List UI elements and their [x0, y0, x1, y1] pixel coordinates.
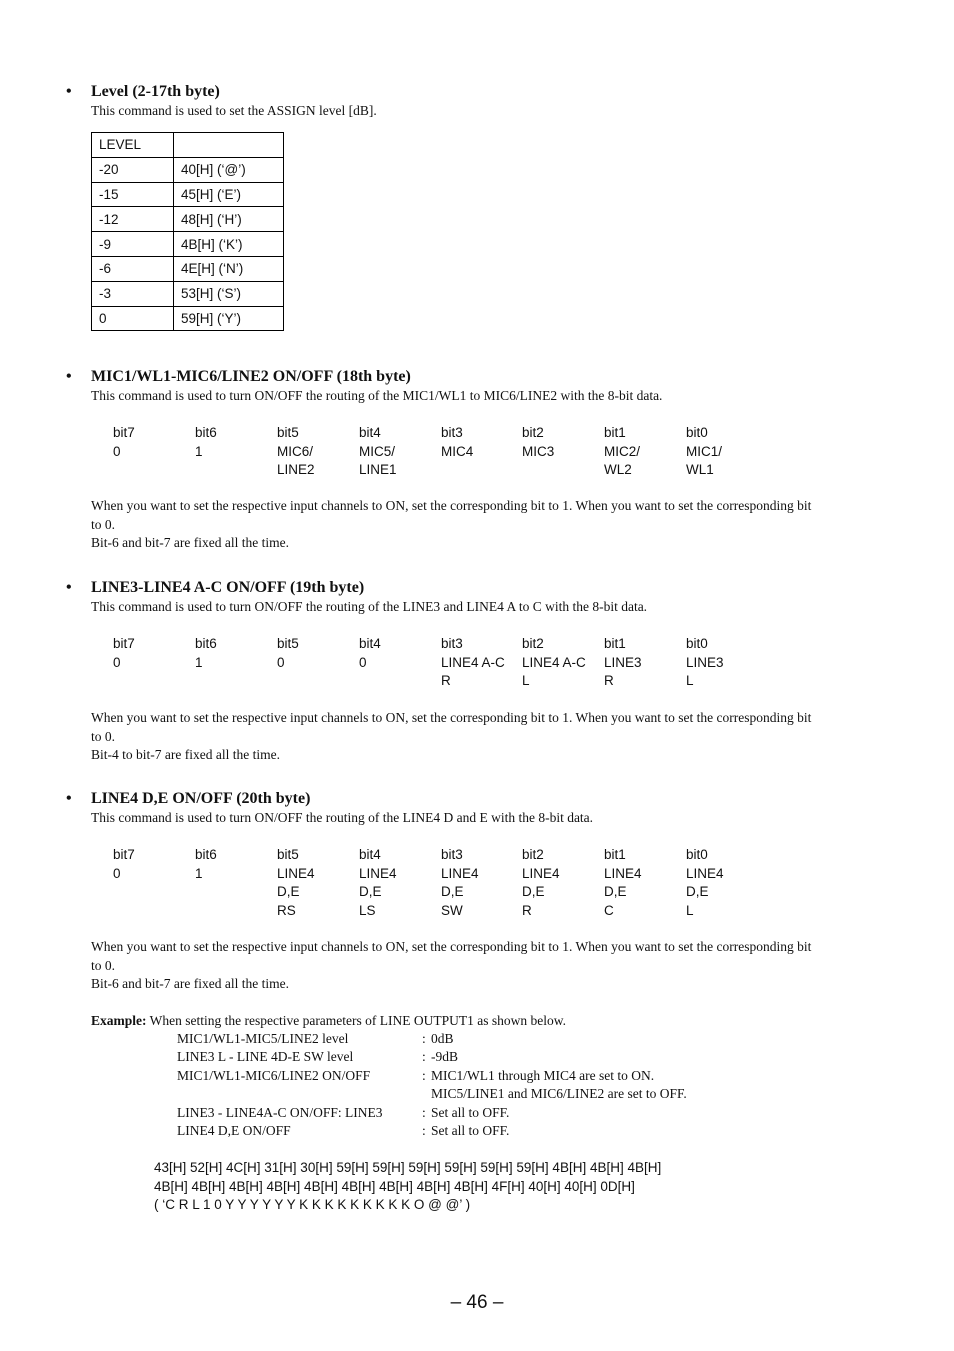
bit-column-bit0 [686, 424, 722, 480]
note-line: Bit-6 and bit-7 are fixed all the time. [91, 535, 289, 550]
bit-value: LINE1 [359, 462, 397, 477]
bit-value: 0 [113, 865, 121, 881]
bit-value: L [522, 673, 530, 688]
bit-value: D,E [604, 884, 627, 899]
bit-value: LINE3 [686, 654, 724, 670]
bit-value: D,E [441, 884, 464, 899]
section-heading-mic: MIC1/WL1-MIC6/LINE2 ON/OFF (18th byte) [91, 368, 411, 385]
bullet: • [66, 579, 72, 596]
section-heading-line3: LINE3-LINE4 A-C ON/OFF (19th byte) [91, 579, 365, 596]
section-heading-line4: LINE4 D,E ON/OFF (20th byte) [91, 790, 311, 807]
code-cell: 40[H] (‘@’) [174, 157, 284, 182]
bit-value: MIC3 [522, 443, 555, 459]
table-header-cell: LEVEL [92, 133, 174, 158]
code-cell: 45[H] (‘E’) [174, 182, 284, 207]
bit-value: D,E [686, 884, 709, 899]
bit-name: bit0 [686, 425, 708, 440]
bit-value: MIC5/ [359, 443, 396, 459]
table-row [92, 306, 284, 331]
bit-name: bit3 [441, 847, 463, 862]
level-cell: -6 [92, 256, 174, 281]
section-desc-line4: This command is used to turn ON/OFF the routing of the LINE4 D and E with the 8-bit data. [91, 810, 594, 825]
bit-name: bit5 [277, 636, 299, 651]
section-heading-level: Level (2-17th byte) [91, 83, 220, 100]
bit-value: MIC1/ [686, 443, 723, 459]
note-line: to 0. [91, 957, 116, 973]
note-line: to 0. [91, 516, 116, 532]
bit-column-bit3 [441, 635, 505, 691]
bit-column-bit5 [277, 846, 315, 920]
bit-name: bit3 [441, 425, 463, 440]
bullet: • [66, 790, 72, 807]
bit-column-bit6 [195, 846, 217, 883]
bit-value: LINE4 [441, 865, 479, 881]
note-line: Bit-6 and bit-7 are fixed all the time. [91, 976, 289, 991]
code-line: 43[H] 52[H] 4C[H] 31[H] 30[H] 59[H] 59[H] 59[H] 59[H] 59[H] 59[H] 4B[H] 4B[H] 4B[H] [154, 1160, 662, 1175]
bit-value: WL1 [686, 462, 714, 477]
page-number: – 46 – [450, 1292, 504, 1313]
bit-column-bit1 [604, 635, 642, 691]
bit-column-bit5 [277, 424, 315, 480]
bit-column-bit0 [686, 635, 724, 691]
note-line: When you want to set the respective input channels to ON, set the corresponding bit to 1. When you want to set the corresponding bit [91, 939, 812, 954]
table-row [92, 232, 284, 257]
level-cell: -20 [92, 157, 174, 182]
bit-column-bit3 [441, 424, 473, 461]
level-table [91, 132, 284, 331]
bit-name: bit7 [113, 847, 135, 862]
table-row [92, 256, 284, 281]
example-value: -9dB [431, 1049, 458, 1065]
bit-value: D,E [522, 884, 545, 899]
bit-value: LINE4 A-C [522, 654, 586, 670]
bit-value: LINE3 [604, 654, 642, 670]
example-param: LINE3 - LINE4A-C ON/OFF: LINE3 [177, 1104, 383, 1120]
bit-value: 1 [195, 865, 203, 881]
table-row [92, 182, 284, 207]
table-row [92, 281, 284, 306]
level-cell: 0 [92, 306, 174, 331]
bit-name: bit2 [522, 425, 544, 440]
bit-column-bit4 [359, 635, 381, 672]
bit-value: LINE2 [277, 462, 315, 477]
note-line3 [91, 709, 811, 765]
bit-column-bit7 [113, 424, 135, 461]
section-desc-level: This command is used to set the ASSIGN level [dB]. [91, 103, 377, 118]
level-cell: -12 [92, 207, 174, 232]
bit-column-bit6 [195, 635, 217, 672]
bit-column-bit4 [359, 846, 397, 920]
section-desc-line3: This command is used to turn ON/OFF the routing of the LINE3 and LINE4 A to C with the 8-bit data. [91, 599, 648, 614]
level-cell: -3 [92, 281, 174, 306]
bit-value: WL2 [604, 462, 632, 477]
bit-value: LINE4 [277, 865, 315, 881]
example-value: MIC1/WL1 through MIC4 are set to ON. [431, 1067, 655, 1083]
bit-name: bit5 [277, 847, 299, 862]
section-desc-mic: This command is used to turn ON/OFF the routing of the MIC1/WL1 to MIC6/LINE2 with the 8-bit data. [91, 388, 663, 403]
example-param: MIC1/WL1-MIC5/LINE2 level [177, 1031, 349, 1046]
example-value: Set all to OFF. [431, 1123, 510, 1138]
bit-name: bit6 [195, 636, 217, 651]
bit-column-bit5 [277, 635, 299, 672]
bullet: • [66, 83, 72, 100]
example-param: LINE4 D,E ON/OFF [177, 1123, 291, 1138]
bit-name: bit3 [441, 636, 463, 651]
example-value: 0dB [431, 1031, 454, 1046]
bit-column-bit6 [195, 424, 217, 461]
bit-value: SW [441, 902, 463, 918]
bit-name: bit4 [359, 425, 381, 440]
bit-value: LINE4 A-C [441, 654, 505, 670]
bit-value: 0 [113, 654, 121, 670]
bit-column-bit0 [686, 846, 724, 920]
example-intro-text: When setting the respective parameters of LINE OUTPUT1 as shown below. [146, 1013, 567, 1028]
example-separator: : [422, 1067, 426, 1083]
bit-value: 0 [359, 654, 367, 670]
bit-value: 1 [195, 443, 203, 459]
bit-value: LS [359, 902, 376, 918]
bit-value: MIC4 [441, 443, 474, 459]
example-value: MIC5/LINE1 and MIC6/LINE2 are set to OFF. [431, 1086, 687, 1102]
table-row [92, 207, 284, 232]
bit-value: LINE4 [686, 865, 724, 881]
bit-name: bit2 [522, 847, 544, 862]
code-line: 4B[H] 4B[H] 4B[H] 4B[H] 4B[H] 4B[H] 4B[H] 4B[H] 4B[H] 4F[H] 40[H] 40[H] 0D[H] [154, 1179, 635, 1194]
bit-name: bit7 [113, 425, 135, 440]
code-cell: 4E[H] (‘N’) [174, 256, 284, 281]
note-line: Bit-4 to bit-7 are fixed all the time. [91, 747, 280, 762]
bit-name: bit7 [113, 636, 135, 651]
bit-column-bit3 [441, 846, 479, 920]
bit-name: bit4 [359, 847, 381, 862]
example-separator: : [422, 1104, 426, 1120]
example-intro [91, 1012, 566, 1031]
table-header-row [92, 133, 284, 158]
bit-value: R [522, 902, 532, 918]
note-line: to 0. [91, 728, 116, 744]
bit-value: D,E [277, 884, 300, 899]
bit-name: bit1 [604, 636, 626, 651]
bit-value: 0 [277, 654, 285, 670]
code-cell: 59[H] (‘Y’) [174, 306, 284, 331]
note-mic [91, 497, 811, 553]
example-label: Example: [91, 1013, 147, 1028]
bit-name: bit4 [359, 636, 381, 651]
bit-column-bit2 [522, 846, 560, 920]
bit-value: LINE4 [604, 865, 642, 881]
table-header-cell [174, 133, 284, 158]
bit-name: bit0 [686, 847, 708, 862]
bit-value: RS [277, 902, 296, 918]
code-cell: 48[H] (‘H’) [174, 207, 284, 232]
example-param: MIC1/WL1-MIC6/LINE2 ON/OFF [177, 1067, 371, 1083]
bit-column-bit2 [522, 424, 554, 461]
bullet: • [66, 368, 72, 385]
example-separator: : [422, 1031, 426, 1046]
example-separator: : [422, 1049, 426, 1065]
note-line: When you want to set the respective input channels to ON, set the corresponding bit to 1. When you want to set the corresponding bit [91, 710, 812, 725]
bit-name: bit2 [522, 636, 544, 651]
bit-value: C [604, 902, 614, 918]
bit-value: MIC6/ [277, 443, 314, 459]
bit-value: 1 [195, 654, 203, 670]
note-line: When you want to set the respective input channels to ON, set the corresponding bit to 1. When you want to set the corresponding bit [91, 498, 812, 513]
bit-name: bit6 [195, 425, 217, 440]
bit-name: bit1 [604, 425, 626, 440]
table-row [92, 157, 284, 182]
bit-name: bit0 [686, 636, 708, 651]
bit-value: 0 [113, 443, 121, 459]
bit-value: L [686, 673, 694, 688]
bit-name: bit6 [195, 847, 217, 862]
bit-value: LINE4 [522, 865, 560, 881]
level-cell: -9 [92, 232, 174, 257]
code-cell: 4B[H] (‘K’) [174, 232, 284, 257]
bit-name: bit1 [604, 847, 626, 862]
bit-value: MIC2/ [604, 443, 641, 459]
bit-value: R [604, 673, 614, 688]
code-line: ( ‘C R L 1 0 Y Y Y Y Y Y K K K K K K K K K O @ @’ ) [154, 1197, 471, 1212]
bit-value: R [441, 673, 451, 688]
bit-column-bit4 [359, 424, 397, 480]
bit-column-bit1 [604, 846, 642, 920]
note-line4 [91, 938, 811, 994]
bit-name: bit5 [277, 425, 299, 440]
bit-value: D,E [359, 884, 382, 899]
bit-column-bit7 [113, 846, 135, 883]
bit-column-bit2 [522, 635, 586, 691]
example-separator: : [422, 1123, 426, 1138]
bit-column-bit1 [604, 424, 640, 480]
level-cell: -15 [92, 182, 174, 207]
bit-value: L [686, 902, 694, 918]
bit-value: LINE4 [359, 865, 397, 881]
example-param: LINE3 L - LINE 4D-E SW level [177, 1049, 354, 1065]
code-cell: 53[H] (‘S’) [174, 281, 284, 306]
bit-column-bit7 [113, 635, 135, 672]
example-value: Set all to OFF. [431, 1104, 510, 1120]
